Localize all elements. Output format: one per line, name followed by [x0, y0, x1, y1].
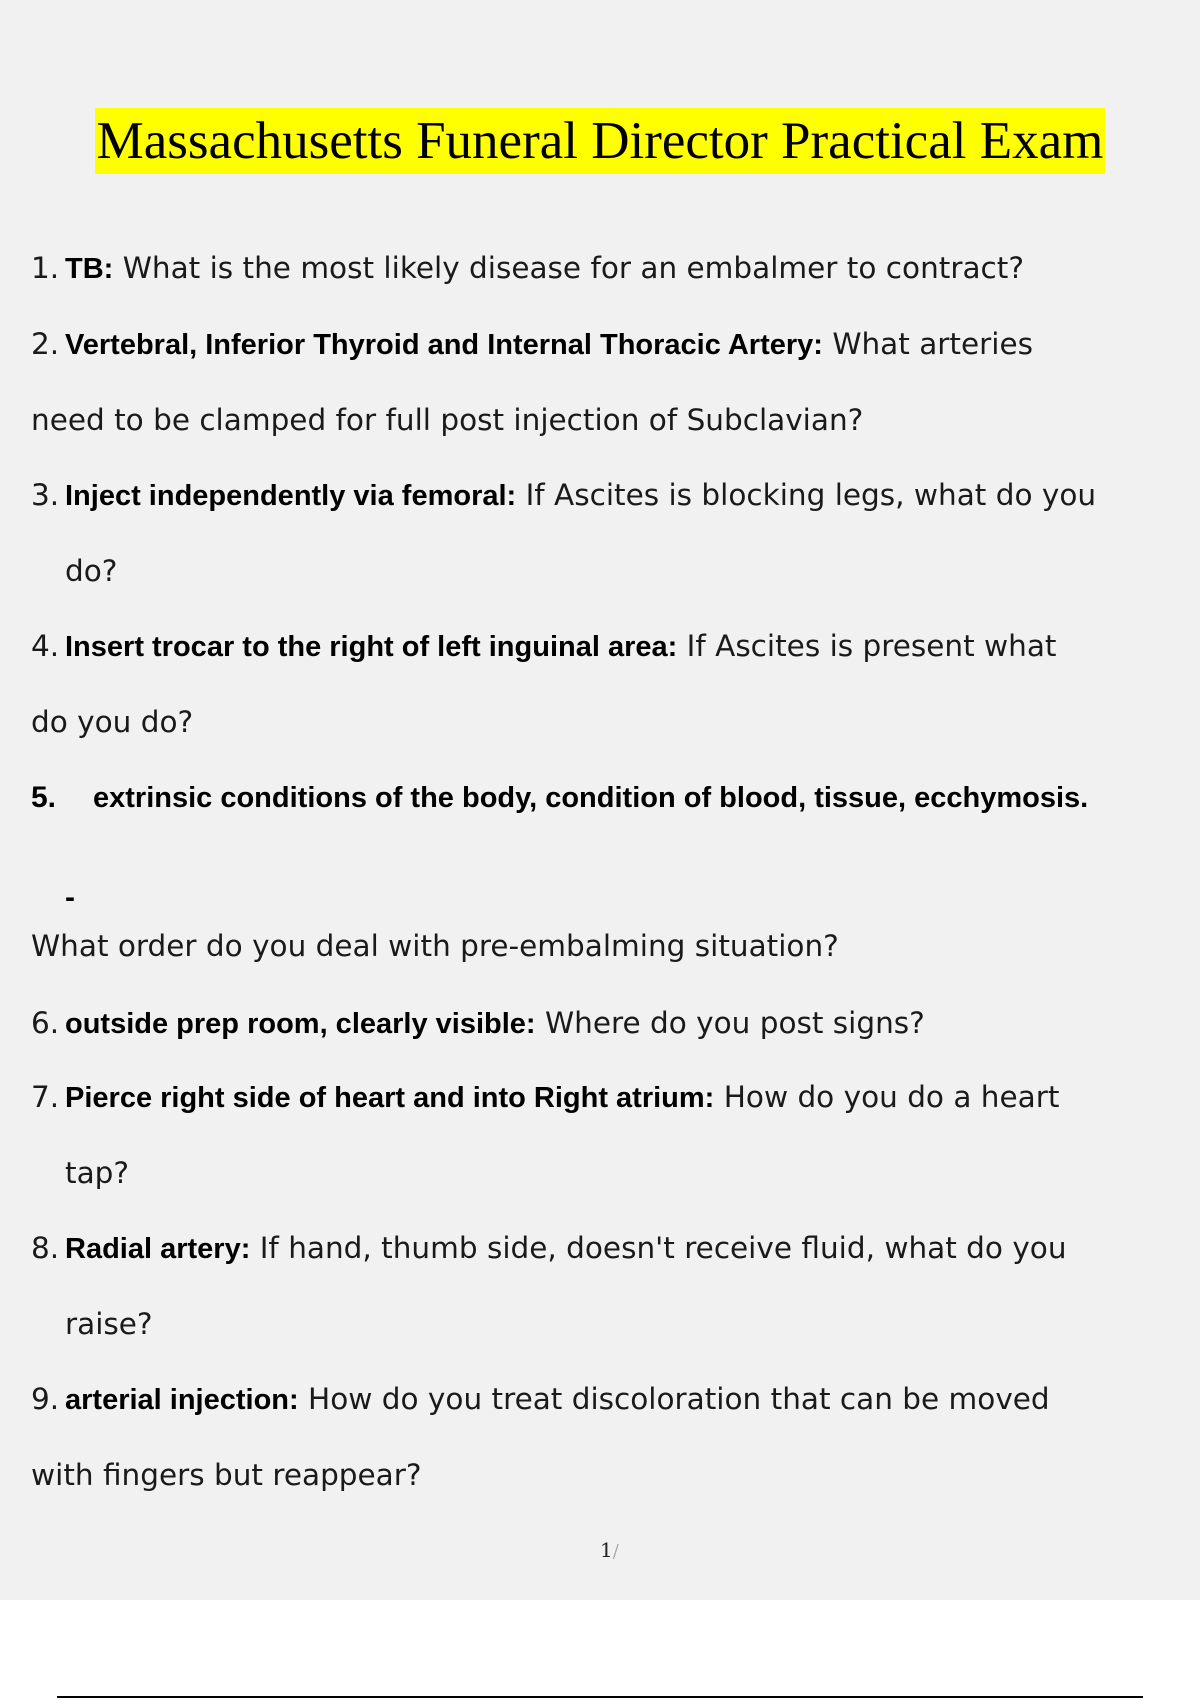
item-answer: extrinsic conditions of the body, condition of blood, tissue, ecchymosis.: [93, 782, 1089, 814]
title-container: [0, 108, 1200, 174]
item-question: Where do you post signs?: [535, 1006, 925, 1040]
page-number: [600, 1538, 619, 1562]
item-question: What arteries: [822, 327, 1033, 361]
item-number: 8.: [31, 1231, 60, 1265]
item-number: 9.: [31, 1382, 60, 1416]
item-question: How do you treat discoloration that can be moved: [298, 1382, 1050, 1416]
question-item-3: [31, 457, 1200, 534]
question-item-7: [31, 1059, 1200, 1136]
item-number: 4.: [31, 629, 60, 663]
item-continuation: do you do?: [31, 705, 194, 739]
question-item-8: [31, 1210, 1200, 1287]
item-question: If Ascites is blocking legs, what do you: [516, 478, 1097, 512]
item-number: 6.: [31, 1006, 60, 1040]
question-item-2: [31, 306, 1200, 383]
item-number: 2.: [31, 327, 60, 361]
item-continuation: do?: [65, 554, 118, 588]
item-question: If hand, thumb side, doesn't receive fluid, what do you: [250, 1231, 1067, 1265]
item-continuation: need to be clamped for full post injection of Subclavian?: [31, 403, 864, 437]
item-answer: TB:: [65, 253, 114, 285]
item-number: 7.: [31, 1080, 60, 1114]
horizontal-divider: [57, 1696, 1143, 1698]
item-answer: arterial injection:: [65, 1384, 299, 1416]
item-answer: Insert trocar to the right of left inguinal area:: [65, 631, 678, 663]
item-dash-marker: -: [65, 881, 75, 914]
item-question: What is the most likely disease for an embalmer to contract?: [113, 251, 1024, 285]
item-continuation: What order do you deal with pre-embalming situation?: [31, 929, 839, 963]
item-answer: outside prep room, clearly visible:: [65, 1008, 536, 1040]
item-answer: Pierce right side of heart and into Right atrium:: [65, 1082, 715, 1114]
item-number: 5.: [31, 781, 57, 814]
item-question: If Ascites is present what: [677, 629, 1057, 663]
item-answer: Radial artery:: [65, 1233, 251, 1265]
item-continuation: tap?: [65, 1156, 130, 1190]
item-continuation: with fingers but reappear?: [31, 1458, 422, 1492]
question-item-6: [31, 985, 1200, 1062]
question-item-4: [31, 608, 1200, 685]
question-item-9: [31, 1361, 1200, 1438]
document-title: Massachusetts Funeral Director Practical Exam: [95, 108, 1106, 174]
item-number: 3.: [31, 478, 60, 512]
item-answer: Vertebral, Inferior Thyroid and Internal Thoracic Artery:: [65, 329, 823, 361]
item-answer: Inject independently via femoral:: [65, 480, 517, 512]
item-continuation: raise?: [65, 1307, 153, 1341]
question-item-1: [31, 230, 1200, 307]
page-number-value: 1: [600, 1538, 613, 1562]
item-number: 1.: [31, 251, 60, 285]
item-question: How do you do a heart: [714, 1080, 1060, 1114]
page-number-separator: /: [612, 1541, 619, 1562]
question-item-5: [31, 759, 1200, 836]
